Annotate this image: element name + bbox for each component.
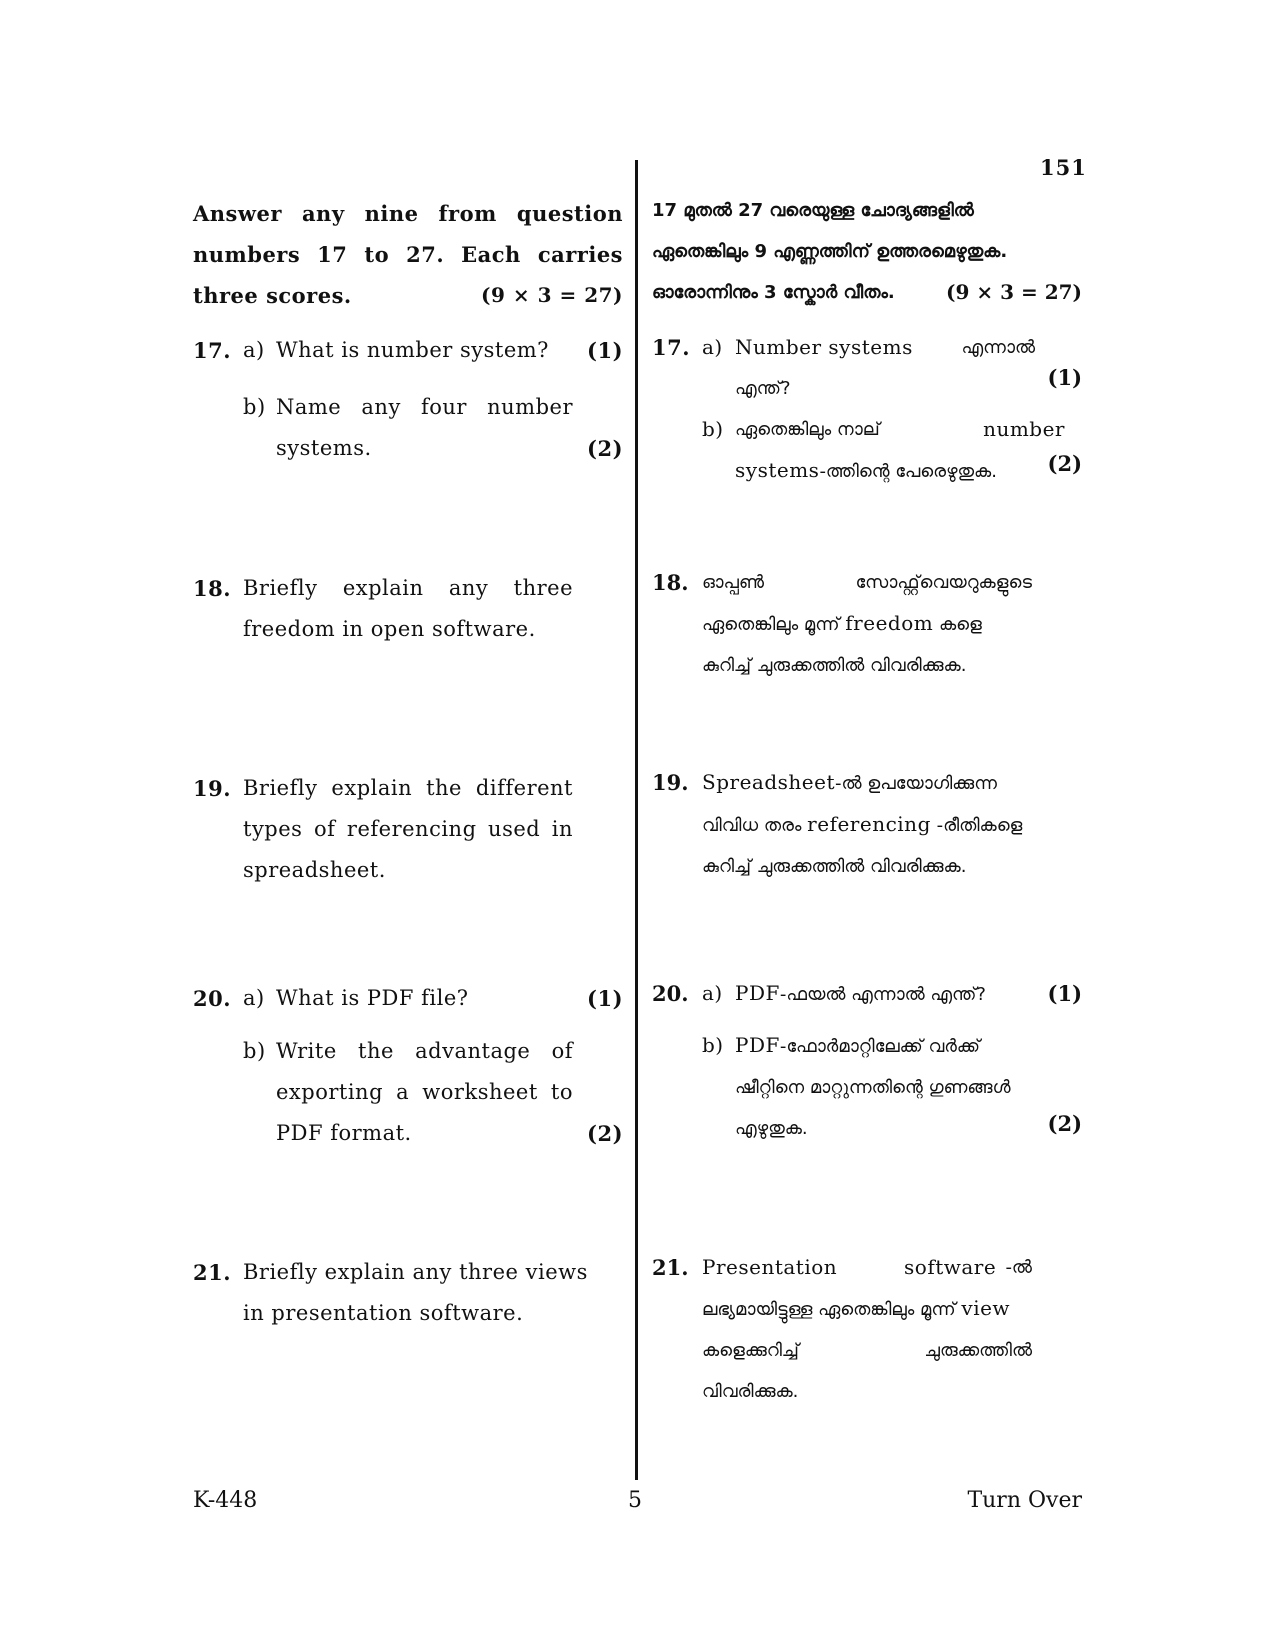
question-number: 21. <box>652 1255 689 1280</box>
question-text: freedom <box>845 611 934 635</box>
subquestion-text: PDF <box>735 1033 780 1057</box>
question-21-malayalam <box>652 1247 1082 1412</box>
marks-a: (1) <box>587 338 623 363</box>
subquestion-text: What is number system? <box>276 338 549 362</box>
subquestion-text: PDF <box>735 981 780 1005</box>
question-text: കുറിച്ച് ചുരുക്കത്തിൽ വിവരിക്കുക. <box>702 655 967 676</box>
instructions-english <box>193 193 623 316</box>
subquestion-text: What is PDF file? <box>276 986 469 1010</box>
subquestion-text: number <box>983 417 1065 441</box>
subquestion-a <box>243 330 623 371</box>
question-18-english <box>193 568 623 650</box>
question-number: 17. <box>193 338 232 363</box>
instruction-score: (9 × 3 = 27) <box>481 283 623 307</box>
question-text: view <box>961 1296 1011 1320</box>
turn-over-note: Turn Over <box>967 1488 1082 1513</box>
question-text: Spreadsheet <box>702 770 835 794</box>
question-21-english <box>193 1252 623 1334</box>
subquestion-label: a) <box>243 338 265 362</box>
instruction-line: 17 മുതൽ 27 വരെയുള്ള ചോദ്യങ്ങളിൽ <box>652 200 974 221</box>
subquestion-label: b) <box>243 395 266 419</box>
question-text: ലഭ്യമായിട്ടുള്ള ഏതെങ്കിലും മൂന്ന് <box>702 1299 962 1320</box>
question-number: 20. <box>652 981 689 1006</box>
subquestion-b <box>702 409 1082 492</box>
marks-a: (1) <box>1047 365 1082 390</box>
question-text: freedom in open software. <box>243 617 536 641</box>
subquestion-text: ഷീറ്റിനെ മാറ്റുന്നതിന്റെ ഗുണങ്ങൾ <box>735 1077 1011 1098</box>
question-text: വിവിധ തരം <box>702 815 808 836</box>
question-text: -രീതികളെ <box>930 815 1023 836</box>
page-number: 5 <box>628 1488 642 1513</box>
subquestion-label: a) <box>702 335 723 359</box>
subquestion-text: systems <box>735 458 820 482</box>
question-20-malayalam <box>652 973 1082 1149</box>
question-text: ഓപ്പൺ സോഫ്റ്റ്‌വെയറുകളുടെ <box>702 572 1032 593</box>
instruction-line: three scores. <box>193 283 352 308</box>
subquestion-b <box>243 387 623 469</box>
subquestion-text: -ത്തിന്റെ പേരെഴുതുക. <box>819 461 997 482</box>
question-text: -ൽ ഉപയോഗിക്കുന്ന <box>834 773 997 794</box>
subquestion-text: Number systems <box>735 335 913 359</box>
marks-b: (2) <box>587 436 623 461</box>
subquestion-b <box>243 1031 623 1154</box>
question-text: referencing <box>807 812 931 836</box>
question-number: 17. <box>652 335 691 360</box>
subquestion-label: a) <box>243 986 265 1010</box>
question-19-malayalam <box>652 762 1082 887</box>
question-text: കളെക്കുറിച്ച് ചുരുക്കത്തിൽ <box>702 1340 1032 1361</box>
question-number: 19. <box>193 776 232 801</box>
question-text: Briefly explain any three <box>243 576 573 600</box>
question-text: types of referencing used in <box>243 817 573 841</box>
subquestion-text: -ഫയൽ എന്നാൽ എന്ത്? <box>779 984 986 1005</box>
subquestion-text: exporting a worksheet to <box>276 1080 573 1104</box>
subquestion-b <box>702 1025 1082 1149</box>
marks-b: (2) <box>1047 1111 1082 1136</box>
question-17-english <box>193 330 623 469</box>
question-text: Briefly explain any three views <box>243 1260 588 1284</box>
question-text: ഏതെങ്കിലും മൂന്ന് <box>702 614 846 635</box>
subquestion-a <box>702 327 1082 409</box>
question-18-malayalam <box>652 562 1082 686</box>
subquestion-label: b) <box>702 1033 724 1057</box>
instructions-malayalam <box>652 190 1082 313</box>
question-19-english <box>193 768 623 891</box>
subquestion-a <box>702 973 1082 1015</box>
subquestion-text: systems. <box>276 436 372 460</box>
subquestion-text: എന്ത്? <box>735 378 791 399</box>
subquestion-text: ഏതെങ്കിലും നാല് <box>735 419 880 440</box>
question-text: spreadsheet. <box>243 858 386 882</box>
instruction-score: (9 × 3 = 27) <box>946 280 1082 304</box>
subquestion-a <box>243 978 623 1019</box>
marks-a: (1) <box>587 986 623 1011</box>
question-text: -ൽ <box>1005 1257 1032 1278</box>
question-number: 18. <box>193 576 232 601</box>
subquestion-text: Name any four number <box>276 395 573 419</box>
question-text: in presentation software. <box>243 1301 524 1325</box>
question-number: 21. <box>193 1260 232 1285</box>
question-number: 20. <box>193 986 232 1011</box>
marks-b: (2) <box>587 1121 623 1146</box>
subquestion-text: എഴുതുക. <box>735 1118 808 1139</box>
marks-a: (1) <box>1047 981 1082 1006</box>
question-number: 19. <box>652 770 689 795</box>
question-text: Presentation software <box>702 1255 997 1279</box>
subquestion-text: എന്നാൽ <box>961 337 1035 358</box>
subquestion-text: Write the advantage of <box>276 1039 573 1063</box>
footer-code: K-448 <box>193 1488 258 1513</box>
question-number: 18. <box>652 570 689 595</box>
subquestion-label: b) <box>702 417 724 441</box>
instruction-line: ഓരോന്നിനും 3 സ്കോർ വീതം. <box>652 282 895 303</box>
question-text: കുറിച്ച് ചുരുക്കത്തിൽ വിവരിക്കുക. <box>702 856 967 877</box>
instruction-line: Answer any nine from question <box>193 201 623 226</box>
question-text: കളെ <box>933 614 982 635</box>
instruction-line: ഏതെങ്കിലും 9 എണ്ണത്തിന് ഉത്തരമെഴുതുക. <box>652 241 1008 262</box>
question-text: Briefly explain the different <box>243 776 573 800</box>
marks-b: (2) <box>1047 451 1082 476</box>
question-17-malayalam <box>652 327 1082 492</box>
column-divider <box>635 160 638 1480</box>
page-code: 151 <box>1040 155 1087 180</box>
subquestion-label: b) <box>243 1039 266 1063</box>
subquestion-label: a) <box>702 981 723 1005</box>
question-text: വിവരിക്കുക. <box>702 1381 799 1402</box>
question-20-english <box>193 978 623 1154</box>
instruction-line: numbers 17 to 27. Each carries <box>193 242 623 267</box>
subquestion-text: -ഫോർമാറ്റിലേക്ക് വർക്ക് <box>779 1036 980 1057</box>
subquestion-text: PDF format. <box>276 1121 412 1145</box>
